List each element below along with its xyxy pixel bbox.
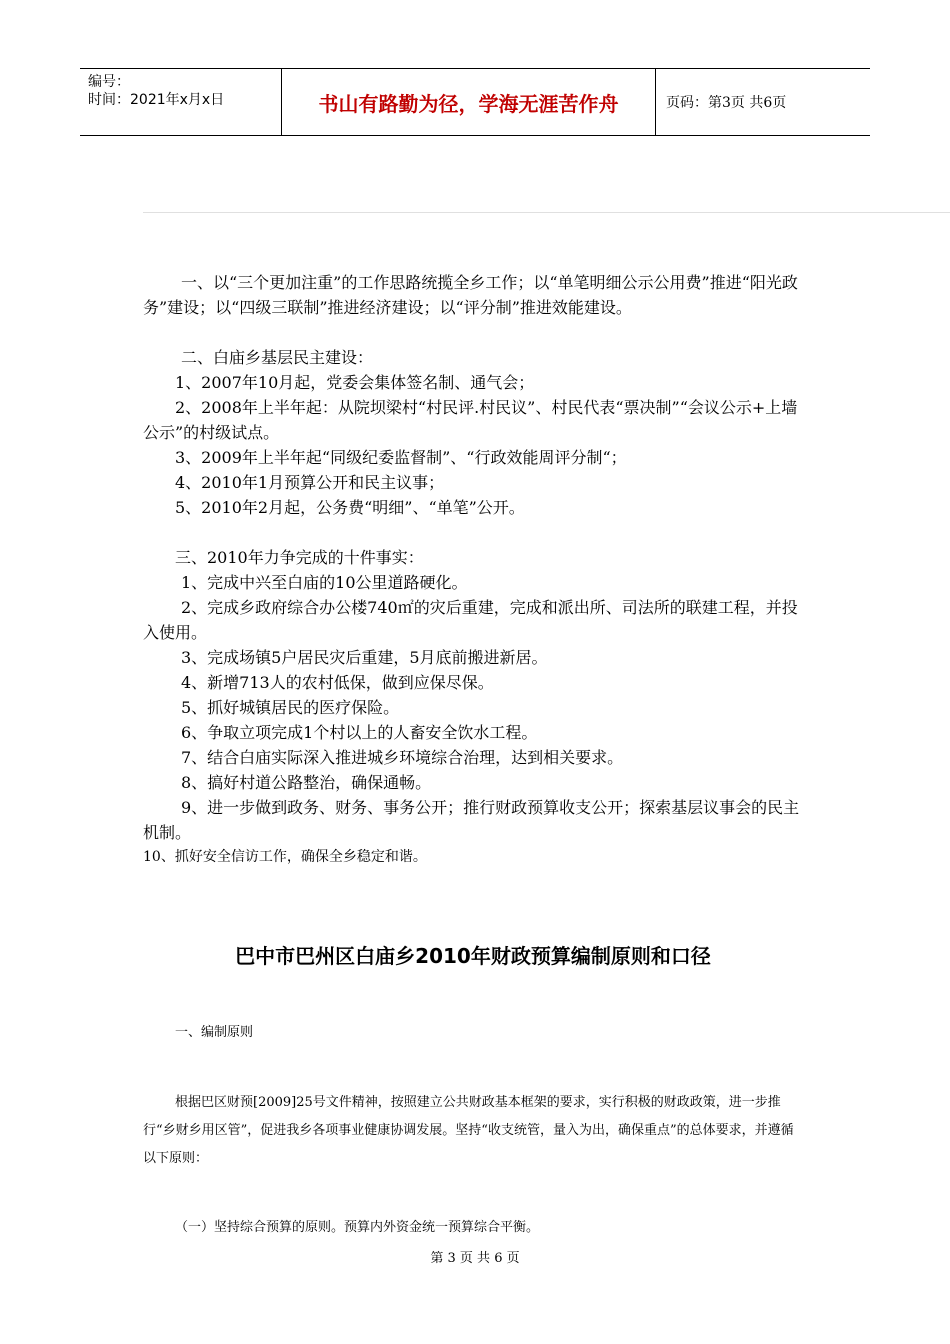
header-page-info: 页码：第3页 共6页 (666, 95, 787, 111)
budget-title: 巴中市巴州区白庙乡2010年财政预算编制原则和口径 (235, 944, 711, 968)
budget-principle-1: （一）坚持综合预算的原则。预算内外资金统一预算综合平衡。 (175, 1220, 540, 1235)
section-3-item: 9、进一步做到政务、财务、事务公开；推行财政预算收支公开；探索基层议事会的民主机制。 (143, 798, 800, 842)
header-meta (80, 69, 282, 135)
page-footer: 第 3 页 共 6 页 (430, 1251, 520, 1266)
section-3-item: 7、结合白庙实际深入推进城乡环境综合治理，达到相关要求。 (181, 748, 624, 767)
section-2-item: 1、2007年10月起，党委会集体签名制、通气会； (175, 373, 535, 392)
section-2-item: 3、2009年上半年起“同级纪委监督制”、“行政效能周评分制“； (175, 448, 627, 467)
section-3-item: 3、完成场镇5户居民灾后重建，5月底前搬进新居。 (181, 648, 548, 667)
section-2-item: 2、2008年上半年起：从院坝梁村“村民评.村民议”、村民代表“票决制”“会议公示+上墙公示”的村级试点。 (143, 398, 798, 442)
section-3-item: 6、争取立项完成1个村以上的人畜安全饮水工程。 (181, 723, 538, 742)
section-3-item: 2、完成乡政府综合办公楼740㎡的灾后重建，完成和派出所、司法所的联建工程，并投入使用。 (143, 598, 798, 642)
document-date: 时间：2021年x月x日 (88, 92, 225, 108)
section-2-item: 4、2010年1月预算公开和民主议事； (175, 473, 445, 492)
page-header (80, 68, 870, 136)
divider (143, 212, 950, 213)
section-2-heading: 二、白庙乡基层民主建设： (181, 348, 374, 367)
section-1-text: 一、以“三个更加注重”的工作思路统揽全乡工作；以“单笔明细公示公用费”推进“阳光政务”建设；以“四级三联制”推进经济建设；以“评分制”推进效能建设。 (143, 273, 798, 317)
section-3-item: 10、抓好安全信访工作，确保全乡稳定和谐。 (143, 849, 427, 865)
section-2-item: 5、2010年2月起，公务费“明细”、“单笔”公开。 (175, 498, 525, 517)
header-motto: 书山有路勤为径，学海无涯苦作舟 (282, 69, 656, 135)
section-3-item: 8、搞好村道公路整治，确保通畅。 (181, 773, 432, 792)
document-number-label: 编号： (88, 74, 130, 90)
section-3-heading: 三、2010年力争完成的十件事实： (175, 548, 424, 567)
section-3-item: 5、抓好城镇居民的医疗保险。 (181, 698, 400, 717)
document-body (143, 270, 803, 1251)
section-3-item: 1、完成中兴至白庙的10公里道路硬化。 (181, 573, 468, 592)
budget-paragraph: 根据巴区财预[2009]25号文件精神，按照建立公共财政基本框架的要求，实行积极的财政政策，进一步推行“乡财乡用区管”，促进我乡各项事业健康协调发展。坚持“收支统管，量入为出，确保重点”的总体要求，并遵循以下原则： (143, 1095, 794, 1166)
budget-subheading: 一、编制原则 (175, 1025, 254, 1040)
section-3-item: 4、新增713人的农村低保，做到应保尽保。 (181, 673, 494, 692)
